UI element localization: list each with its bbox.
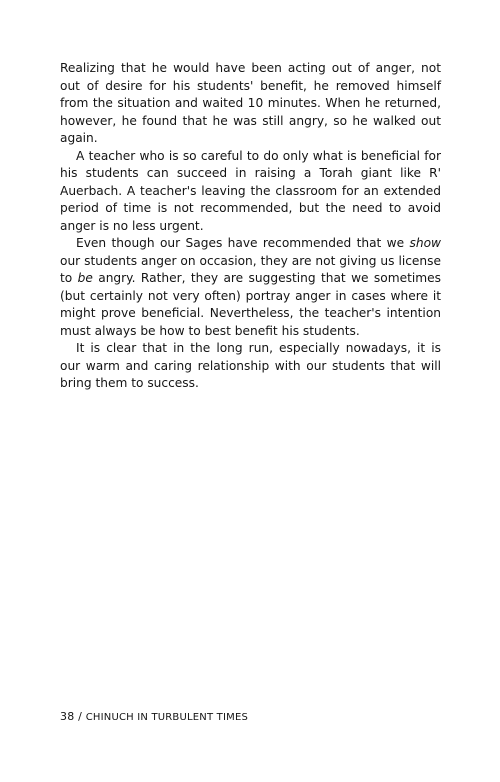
body-text — [60, 60, 441, 393]
emphasis-show: show — [409, 236, 441, 250]
paragraph-4: It is clear that in the long run, especially nowadays, it is our warm and caring relationship with our students that will bring them to success. — [60, 341, 441, 390]
running-footer — [60, 710, 248, 723]
footer-separator: / — [74, 710, 86, 723]
paragraph-1: Realizing that he would have been acting out of anger, not out of desire for his students' benefit, he removed himself from the situation and waited 10 minutes. When he returned, however, he found that he was still angry, so he walked out again. — [60, 61, 441, 145]
paragraph-3-text-b: our students anger on occasion, they are not giving us license to — [60, 253, 441, 285]
emphasis-be: be — [77, 271, 93, 285]
paragraph-3 — [60, 235, 441, 340]
book-title: CHINUCH IN TURBULENT TIMES — [85, 712, 249, 723]
page-number: 38 — [60, 710, 75, 723]
paragraph-2: A teacher who is so careful to do only what is beneficial for his students can succeed in raising a Torah giant like R' Auerbach. A teacher's leaving the classroom for an extended period of time is not recommended, but the need to avoid anger is no less urgent. — [60, 148, 441, 233]
paragraph-3-text-c: angry. Rather, they are suggesting that we sometimes (but certainly not very often) portray anger in cases where it might prove beneficial. Nevertheless, the teacher's intention must always be how to best benefit his students. — [60, 271, 441, 338]
paragraph-3-text-a: Even though our Sages have recommended that we — [76, 236, 410, 250]
